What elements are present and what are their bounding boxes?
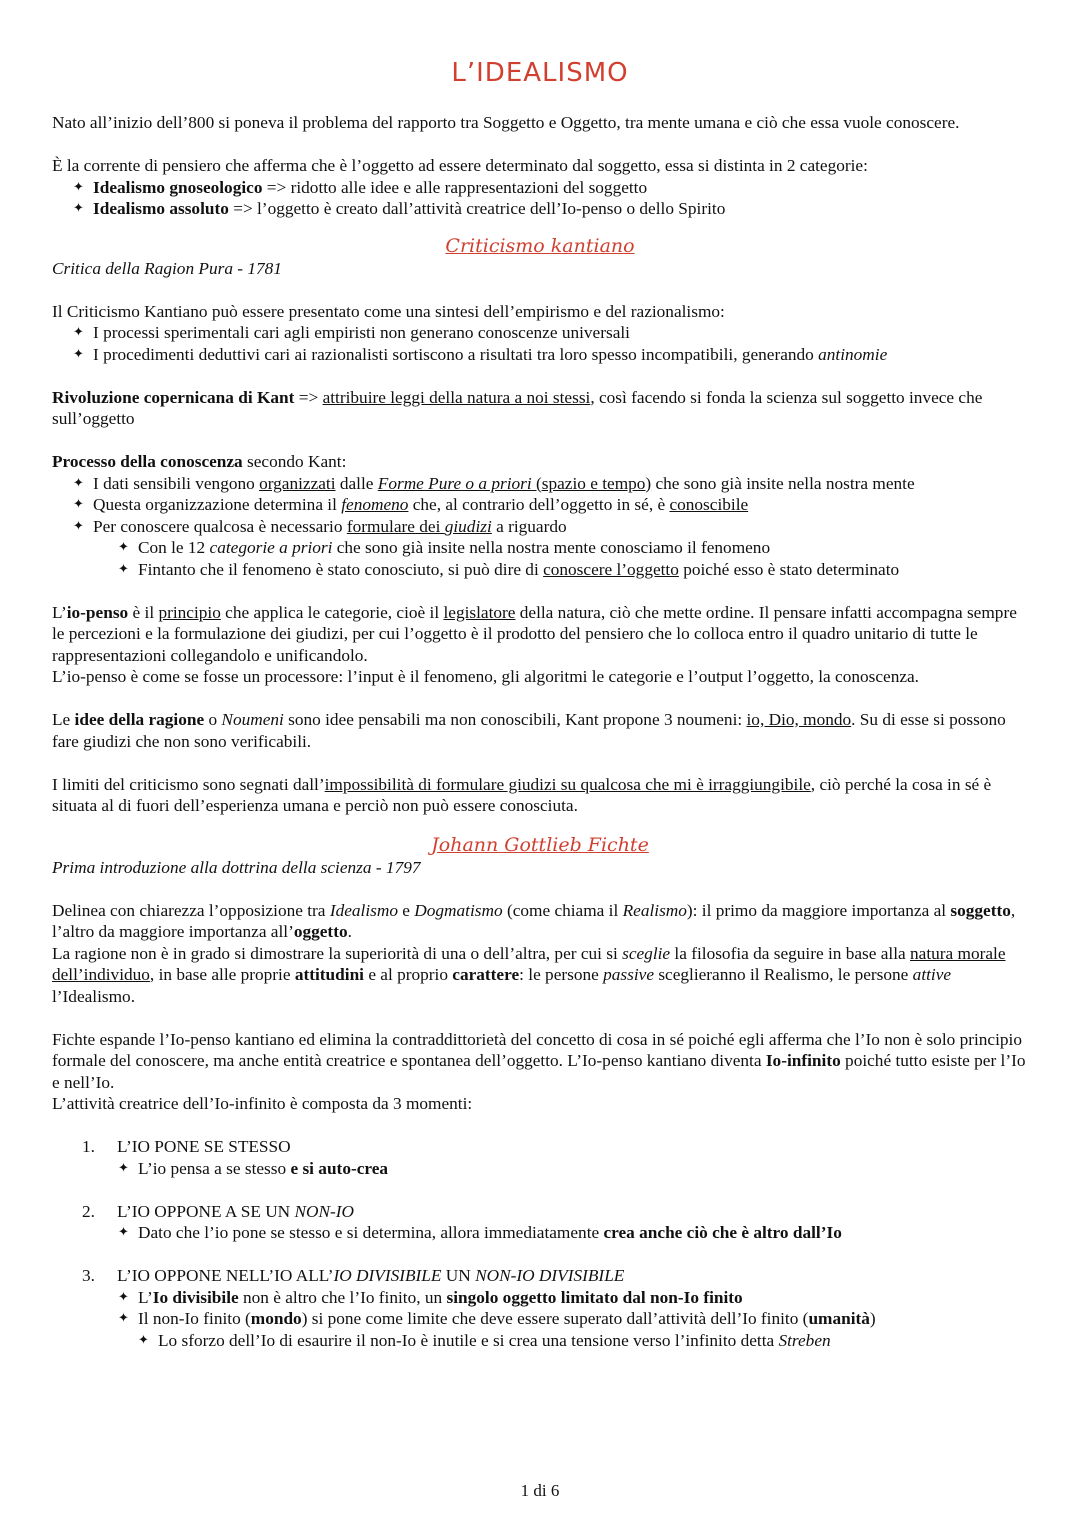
document-title: L’IDEALISMO bbox=[451, 58, 629, 88]
limits-paragraph: I limiti del criticismo sono segnati dall’impossibilità di formulare giudizi su qualcosa che mi è irraggiungibile, ciò perché la cosa in sé è situata al di fuori dell’esperienza umana e perciò non può essere conosciuta. bbox=[52, 774, 992, 815]
intro-paragraph: Nato all’inizio dell’800 si poneva il problema del rapporto tra Soggetto e Oggetto, tra mente umana e ciò che essa vuole conoscere. bbox=[52, 113, 960, 132]
knowledge-process-paragraph: Processo della conoscenza secondo Kant: bbox=[52, 452, 347, 471]
list-item: ✦ Idealismo assoluto => l’oggetto è creato dall’attività creatrice dell’Io-penso o dello Spirito bbox=[93, 198, 1028, 220]
list-item: ✦ I procedimenti deduttivi cari ai razionalisti sortiscono a risultati tra loro spesso incompatibili, generando antinomie bbox=[93, 344, 1028, 366]
section-heading-kant: Criticismo kantiano bbox=[445, 234, 635, 257]
fichte-opposition-paragraph: Delinea con chiarezza l’opposizione tra Idealismo e Dogmatismo (come chiama il Realismo): il primo da maggiore importanza al soggetto, l’altro da maggiore importanza all’oggetto. bbox=[52, 900, 1016, 941]
knowledge-process-sublist bbox=[52, 537, 1028, 580]
list-item: ✦ Per conoscere qualcosa è necessario formulare dei giudizi a riguardo bbox=[93, 516, 1028, 538]
list-item: ✦ Fintanto che il fenomeno è stato conosciuto, si può dire di conoscere l’oggetto poiché esso è stato determinato bbox=[138, 559, 1028, 581]
moment-2-list bbox=[52, 1222, 1028, 1244]
knowledge-process-list bbox=[52, 473, 1028, 538]
kant-intro-paragraph: Il Criticismo Kantiano può essere presentato come una sintesi dell’empirismo e del razionalismo: bbox=[52, 301, 725, 321]
list-item: ✦ I processi sperimentali cari agli empiristi non generano conoscenze universali bbox=[93, 322, 1028, 344]
list-item: ✦ Lo sforzo dell’Io di esaurire il non-Io è inutile e si crea una tensione verso l’infinito detta Streben bbox=[158, 1330, 1028, 1352]
list-item: ✦ L’io pensa a se stesso e si auto-crea bbox=[138, 1158, 1028, 1180]
moment-3-list bbox=[52, 1287, 1028, 1330]
fichte-io-infinito-paragraph: Fichte espande l’Io-penso kantiano ed elimina la contraddittorietà del concetto di cosa in sé poiché egli afferma che l’Io non è solo principio formale del conoscere, ma anche entità creatrice e spontanea dell’oggetto. L’Io-penso kantiano diventa Io-infinito poiché tutto esiste per l’Io e nell’Io. bbox=[52, 1029, 1026, 1092]
moment-1: 1. L’IO PONE SE STESSO bbox=[82, 1137, 291, 1156]
list-item: ✦ I dati sensibili vengono organizzati dalle Forme Pure o a priori (spazio e tempo) che sono già insite nella nostra mente bbox=[93, 473, 1028, 495]
fichte-moments-intro: L’attività creatrice dell’Io-infinito è composta da 3 momenti: bbox=[52, 1094, 473, 1113]
list-item: ✦ Dato che l’io pone se stesso e si determina, allora immediatamente crea anche ciò che è altro dall’Io bbox=[138, 1222, 1028, 1244]
definition-paragraph: È la corrente di pensiero che afferma che è l’oggetto ad essere determinato dal soggetto, essa si distinta in 2 categorie: bbox=[52, 156, 868, 175]
io-penso-paragraph: L’io-penso è il principio che applica le categorie, cioè il legislatore della natura, ciò che mette ordine. Il pensare infatti accompagna sempre le percezioni e la formulazione dei giudizi, per cui l’oggetto è il prodotto del pensiero che lo colloca entro il quadro unitario di tutte le rappresentazioni collegandolo e unificandolo. bbox=[52, 602, 1017, 665]
section-subtitle: Critica della Ragion Pura - 1781 bbox=[52, 258, 282, 278]
kant-intro-list bbox=[52, 322, 1028, 365]
list-item: ✦ L’Io divisibile non è altro che l’Io finito, un singolo oggetto limitato dal non-Io finito bbox=[138, 1287, 1028, 1309]
page-number: 1 di 6 bbox=[520, 1481, 560, 1500]
section-subtitle: Prima introduzione alla dottrina della scienza - 1797 bbox=[52, 857, 421, 877]
list-item: ✦ Idealismo gnoseologico => ridotto alle idee e alle rappresentazioni del soggetto bbox=[93, 177, 1028, 199]
list-item: ✦ Questa organizzazione determina il fenomeno che, al contrario dell’oggetto in sé, è conoscibile bbox=[93, 494, 1028, 516]
moment-2: 2. L’IO OPPONE A SE UN NON-IO bbox=[82, 1201, 355, 1221]
moment-3-sublist bbox=[52, 1330, 1028, 1352]
list-item: ✦ Il non-Io finito (mondo) si pone come limite che deve essere superato dall’attività dell’Io finito (umanità) bbox=[138, 1308, 1028, 1330]
section-heading-fichte: Johann Gottlieb Fichte bbox=[431, 833, 649, 856]
noumena-paragraph: Le idee della ragione o Noumeni sono idee pensabili ma non conoscibili, Kant propone 3 noumeni: io, Dio, mondo. Su di esse si possono fare giudizi che non sono verificabili. bbox=[52, 710, 1006, 751]
moment-1-list bbox=[52, 1158, 1028, 1180]
io-penso-processor-paragraph: L’io-penso è come se fosse un processore: l’input è il fenomeno, gli algoritmi le categorie e l’output l’oggetto, la conoscenza. bbox=[52, 667, 919, 686]
idealism-categories-list bbox=[52, 177, 1028, 220]
moment-3: 3. L’IO OPPONE NELL’IO ALL’IO DIVISIBILE UN NON-IO DIVISIBILE bbox=[82, 1266, 625, 1285]
copernican-revolution-paragraph: Rivoluzione copernicana di Kant => attribuire leggi della natura a noi stessi, così facendo si fonda la scienza sul soggetto invece che sull’oggetto bbox=[52, 387, 983, 428]
list-item: ✦ Con le 12 categorie a priori che sono già insite nella nostra mente conosciamo il fenomeno bbox=[138, 537, 1028, 559]
fichte-choice-paragraph: La ragione non è in grado si dimostrare la superiorità di una o dell’altra, per cui si sceglie la filosofia da seguire in base alla natura morale dell’individuo, in base alle proprie attitudini e al proprio carattere: le persone passive sceglieranno il Realismo, le persone attive l’Idealismo. bbox=[52, 943, 1006, 1006]
